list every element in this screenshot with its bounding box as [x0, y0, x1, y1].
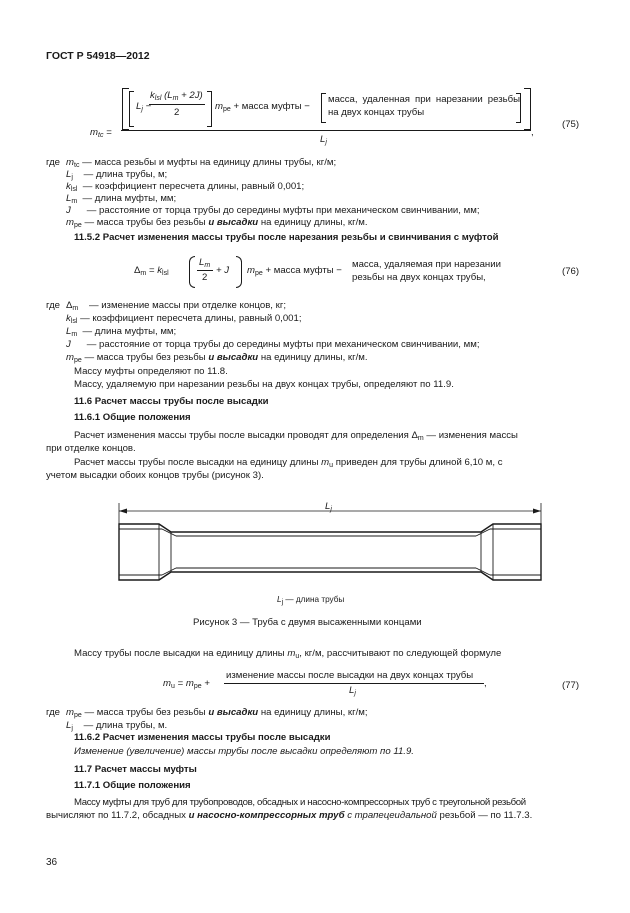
def76-row: $L_m$ — длина муфты, мм; [66, 326, 177, 338]
eq77-numerator: изменение массы после высадки на двух концах трубы [226, 670, 474, 681]
eq76-removed-line2: резьбы на двух концах трубы [352, 272, 484, 283]
section-11-7-heading: 11.7 Расчет массы муфты [74, 764, 197, 775]
section-11-6-2-heading: 11.6.2 Расчет изменения массы трубы после высадки [74, 732, 331, 743]
def75-row: J — расстояние от торца трубы до середины муфты при механическом свинчивании, мм; [66, 205, 480, 216]
eq75-two: 2 [174, 107, 180, 118]
eq76-comma: , [483, 272, 486, 283]
def76-row: $\Delta_m$ — изменение массы при отделке концов, кг; [66, 300, 286, 312]
page-number: 36 [46, 857, 58, 868]
eq75-number: (75) [562, 119, 580, 130]
def77-row: $m_{pe}$ — масса трубы без резьбы и высадки на единицу длины, кг/м; [66, 707, 368, 719]
eq75-inner-fraction-line [149, 104, 205, 105]
eq75-k-numerator: $k_{lsl}$ $(L_m + 2J)$ [150, 90, 203, 102]
eq75-brace-left [122, 88, 129, 130]
document-header: ГОСТ Р 54918—2012 [46, 50, 150, 62]
eq76-fraction-line [197, 270, 213, 271]
eq76-mpe: $m_{pe}$ + масса муфты − [247, 265, 342, 277]
eq77-lhs: $m_u = m_{pe}$ + [163, 678, 210, 690]
figure-3-caption: Рисунок 3 — Труба с двумя высаженными концами [193, 617, 422, 628]
eq75-bracket-right [207, 91, 212, 127]
eq75-removed-bracket-left [321, 93, 326, 123]
def76-row: $m_{pe}$ — масса трубы без резьбы и высадки на единицу длины, кг/м. [66, 352, 368, 364]
figure-legend: $L_j$ — длина трубы [277, 595, 345, 606]
eq75-L: $L_j$ − [136, 101, 152, 113]
eq75-bracket-left [129, 91, 134, 127]
eq75-denominator: $L_j$ [320, 134, 327, 146]
eq75-removed-line2: на двух концах трубы [328, 107, 425, 118]
paragraph-11-7-1-line1: Массу муфты для труб для трубопроводов, обсадных и насосно-компрессорных труб с треугольной резьбой [74, 797, 526, 808]
eq76-paren-left [189, 256, 195, 288]
eq76-paren-right [236, 256, 242, 288]
paragraph-11-6-2: Изменение (увеличение) массы трубы после высадки определяют по 11.9. [74, 746, 414, 757]
where-label: где [46, 707, 61, 718]
section-11-6-1-heading: 11.6.1 Общие положения [74, 412, 191, 423]
eq76-removed-line1: масса, удаляемая при нарезании [352, 259, 501, 270]
def75-row: $L_m$ — длина муфты, мм; [66, 193, 177, 205]
paragraph-coupling-mass: Массу муфты определяют по 11.8. [74, 366, 228, 377]
def75-row: $k_{lsl}$ — коэффициент пересчета длины, равный 0,001; [66, 181, 305, 193]
def77-row: $L_j$ — длина трубы, м. [66, 720, 168, 732]
eq75-removed-line1: масса, удаленная при нарезании резьбы [328, 94, 520, 105]
eq76-number: (76) [562, 266, 580, 277]
eq75-brace-right [524, 88, 531, 130]
section-11-5-2-heading: 11.5.2 Расчет изменения массы трубы после нарезания резьбы и свинчивания с муфтой [74, 232, 499, 243]
paragraph-11-6-1b-line1: Расчет массы трубы после высадки на единицу длины $m_u$ приведен для трубы длиной 6,10 м, с [74, 457, 503, 469]
paragraph-11-6-1b-line2: учетом высадки обоих концов трубы (рисунок 3). [46, 470, 264, 481]
eq77-number: (77) [562, 680, 580, 691]
eq77-denominator: $L_j$ [349, 685, 356, 697]
eq77-fraction-line [224, 683, 484, 684]
eq75-main-fraction-line [121, 130, 531, 131]
where-label: где [46, 157, 61, 168]
def76-row: J — расстояние от торца трубы до середины муфты при механическом свинчивании, мм; [66, 339, 480, 350]
section-11-6-heading: 11.6 Расчет массы трубы после высадки [74, 396, 269, 407]
eq77-comma: , [484, 678, 487, 689]
where-label: где [46, 300, 61, 311]
eq76-Lm: $L_m$ [199, 257, 211, 269]
eq75-lhs: $m_{tc}$ = [90, 127, 112, 139]
paragraph-11-7-1-line2: вычисляют по 11.7.2, обсадных и насосно-компрессорных труб с трапецеидальной резьбой — по 11.7.3. [46, 810, 533, 821]
eq75-comma: , [531, 127, 534, 138]
paragraph-formula-intro: Массу трубы после высадки на единицу длины $m_u$, кг/м, рассчитывают по следующей формуле [74, 648, 502, 660]
eq75-mpe: $m_{pe}$ + масса муфты − [215, 101, 310, 113]
def75-row: $m_{pe}$ — масса трубы без резьбы и высадки на единицу длины, кг/м. [66, 217, 368, 229]
paragraph-11-6-1-line1: Расчет изменения массы трубы после высадки проводят для определения $\Delta_m$ — изменения массы [74, 430, 518, 442]
paragraph-removed-mass: Массу, удаляемую при нарезании резьбы на двух концах трубы, определяют по 11.9. [74, 379, 454, 390]
section-11-7-1-heading: 11.7.1 Общие положения [74, 780, 191, 791]
paragraph-11-6-1-line2: при отделке концов. [46, 443, 136, 454]
figure-dimension-label: $L_j$ [325, 501, 332, 513]
eq75-removed-bracket-right [516, 93, 521, 123]
eq76-two: 2 [202, 272, 208, 283]
def76-row: $k_{lsl}$ — коэффициент пересчета длины, равный 0,001; [66, 313, 302, 325]
def75-row: $m_{tc}$ — масса резьбы и муфты на единицу длины трубы, кг/м; [66, 157, 337, 169]
eq76-lhs: $\Delta_m = k_{lsl}$ [134, 265, 169, 277]
eq76-plusJ: + J [216, 265, 230, 276]
def75-row: $L_j$ — длина трубы, м; [66, 169, 168, 181]
